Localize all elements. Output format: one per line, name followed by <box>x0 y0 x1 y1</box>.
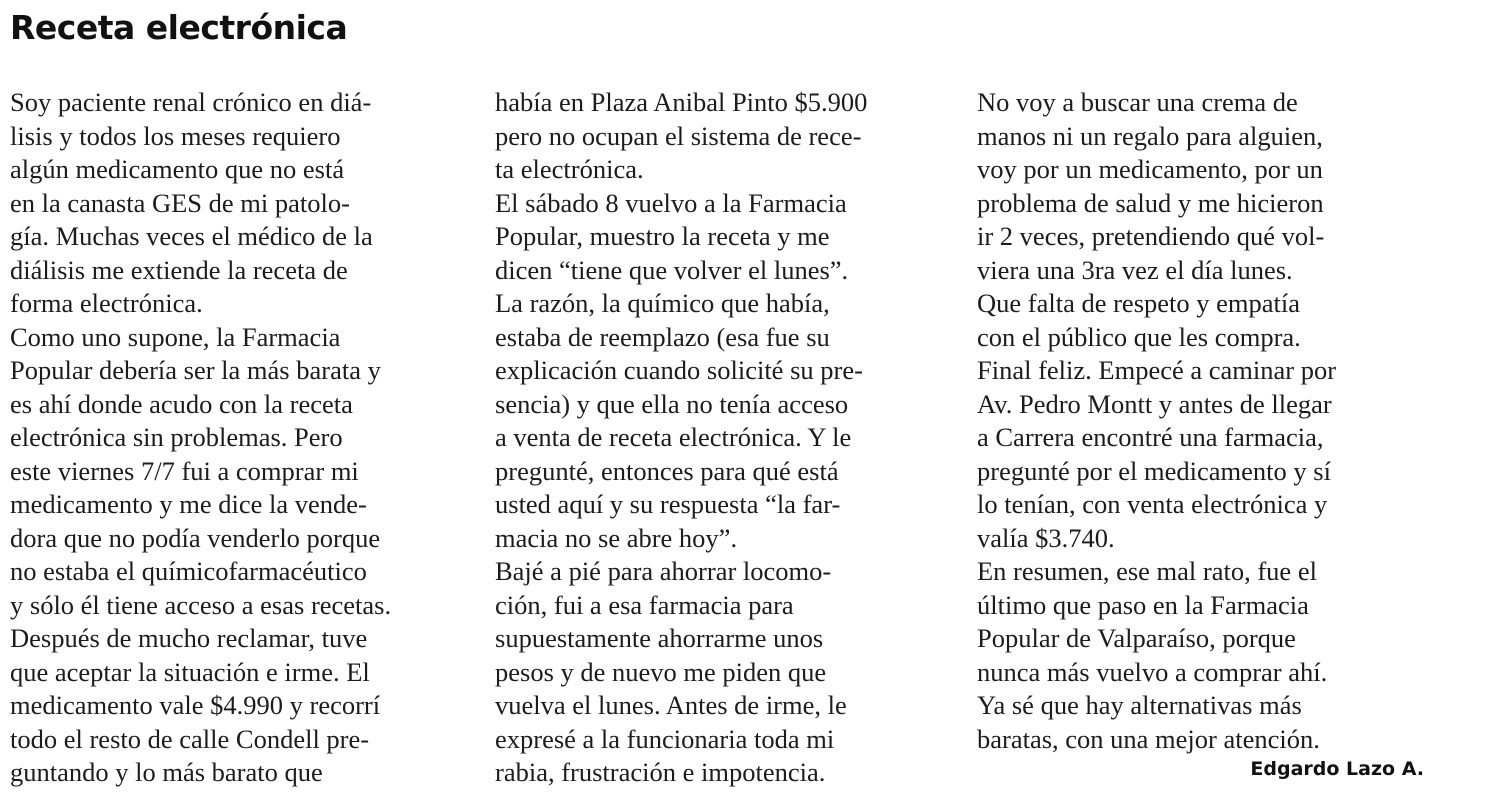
text-line: forma electrónica. <box>10 288 203 318</box>
text-line: Popular debería ser la más barata y <box>10 355 381 385</box>
text-line: último que paso en la Farmacia <box>977 589 1309 620</box>
text-line: ción, fui a esa farmacia para <box>495 589 794 620</box>
text-line: baratas, con una mejor atención. <box>977 723 1320 754</box>
text-line: medicamento vale $4.990 y recorrí <box>10 690 381 720</box>
text-line: expresé a la funcionaria toda mi <box>495 723 835 754</box>
text-line: con el público que les compra. <box>977 321 1301 352</box>
text-line: medicamento y me dice la vende- <box>10 489 367 519</box>
text-line: guntando y lo más barato que <box>10 757 323 787</box>
text-line: pregunté por el medicamento y sí <box>977 455 1331 486</box>
text-line: pero no ocupan el sistema de rece- <box>495 120 862 151</box>
text-line: a venta de receta electrónica. Y le <box>495 422 852 452</box>
text-line: pregunté, entonces para qué está <box>495 455 839 486</box>
text-line: macia no se abre hoy”. <box>495 522 738 553</box>
text-line: explicación cuando solicité su pre- <box>495 355 863 385</box>
text-line: había en Plaza Anibal Pinto $5.900 <box>495 87 868 117</box>
text-line: Final feliz. Empecé a caminar por <box>977 355 1337 385</box>
text-line: Soy paciente renal crónico en diá- <box>10 87 372 117</box>
text-line: nunca más vuelvo a comprar ahí. <box>977 656 1328 687</box>
author-signature: Edgardo Lazo A. <box>1250 758 1424 780</box>
text-line: este viernes 7/7 fui a comprar mi <box>10 455 359 486</box>
text-line: que aceptar la situación e irme. El <box>10 656 370 687</box>
text-line: dora que no podía venderlo porque <box>10 522 381 553</box>
text-line: en la canasta GES de mi patolo- <box>10 187 350 218</box>
text-line: vuelva el lunes. Antes de irme, le <box>495 690 847 720</box>
text-line: viera una 3ra vez el día lunes. <box>977 254 1293 285</box>
text-line: algún medicamento que no está <box>10 154 345 184</box>
text-line: manos ni un regalo para alguien, <box>977 120 1323 151</box>
text-line: es ahí donde acudo con la receta <box>10 388 353 419</box>
text-line: problema de salud y me hicieron <box>977 187 1324 218</box>
text-line: rabia, frustración e impotencia. <box>495 757 826 787</box>
text-line: ir 2 veces, pretendiendo qué vol- <box>977 221 1325 251</box>
text-line: Bajé a pié para ahorrar locomo- <box>495 556 832 586</box>
text-line: supuestamente ahorrarme unos <box>495 623 824 653</box>
text-line: y sólo él tiene acceso a esas recetas. <box>10 589 392 620</box>
text-line: Av. Pedro Montt y antes de llegar <box>977 388 1332 419</box>
text-line: ta electrónica. <box>495 154 644 184</box>
text-line: gía. Muchas veces el médico de la <box>10 221 373 251</box>
text-line: lisis y todos los meses requiero <box>10 120 341 151</box>
text-line: dicen “tiene que volver el lunes”. <box>495 254 849 285</box>
text-line: sencia) y que ella no tenía acceso <box>495 388 849 419</box>
text-line: a Carrera encontré una farmacia, <box>977 422 1324 452</box>
text-line: estaba de reemplazo (esa fue su <box>495 321 830 352</box>
text-line: En resumen, ese mal rato, fue el <box>977 556 1317 586</box>
article-column-2 <box>495 86 950 790</box>
text-line: Que falta de respeto y empatía <box>977 288 1301 318</box>
article-column-1 <box>10 86 470 790</box>
text-line: No voy a buscar una crema de <box>977 87 1298 117</box>
text-line: valía $3.740. <box>977 522 1115 553</box>
article-column-3 <box>977 86 1447 756</box>
text-line: lo tenían, con venta electrónica y <box>977 489 1328 519</box>
text-line: pesos y de nuevo me piden que <box>495 656 827 687</box>
text-line: La razón, la químico que había, <box>495 288 830 318</box>
article-title: Receta electrónica <box>10 8 348 47</box>
text-line: Como uno supone, la Farmacia <box>10 321 341 352</box>
text-line: electrónica sin problemas. Pero <box>10 422 343 452</box>
text-line: voy por un medicamento, por un <box>977 154 1323 184</box>
text-line: Ya sé que hay alternativas más <box>977 690 1302 720</box>
text-line: Popular, muestro la receta y me <box>495 221 830 251</box>
text-line: no estaba el químicofarmacéutico <box>10 556 367 586</box>
text-line: Después de mucho reclamar, tuve <box>10 623 368 653</box>
text-line: diálisis me extiende la receta de <box>10 254 348 285</box>
text-line: El sábado 8 vuelvo a la Farmacia <box>495 187 847 218</box>
text-line: todo el resto de calle Condell pre- <box>10 723 370 754</box>
text-line: usted aquí y su respuesta “la far- <box>495 489 841 519</box>
text-line: Popular de Valparaíso, porque <box>977 623 1296 653</box>
